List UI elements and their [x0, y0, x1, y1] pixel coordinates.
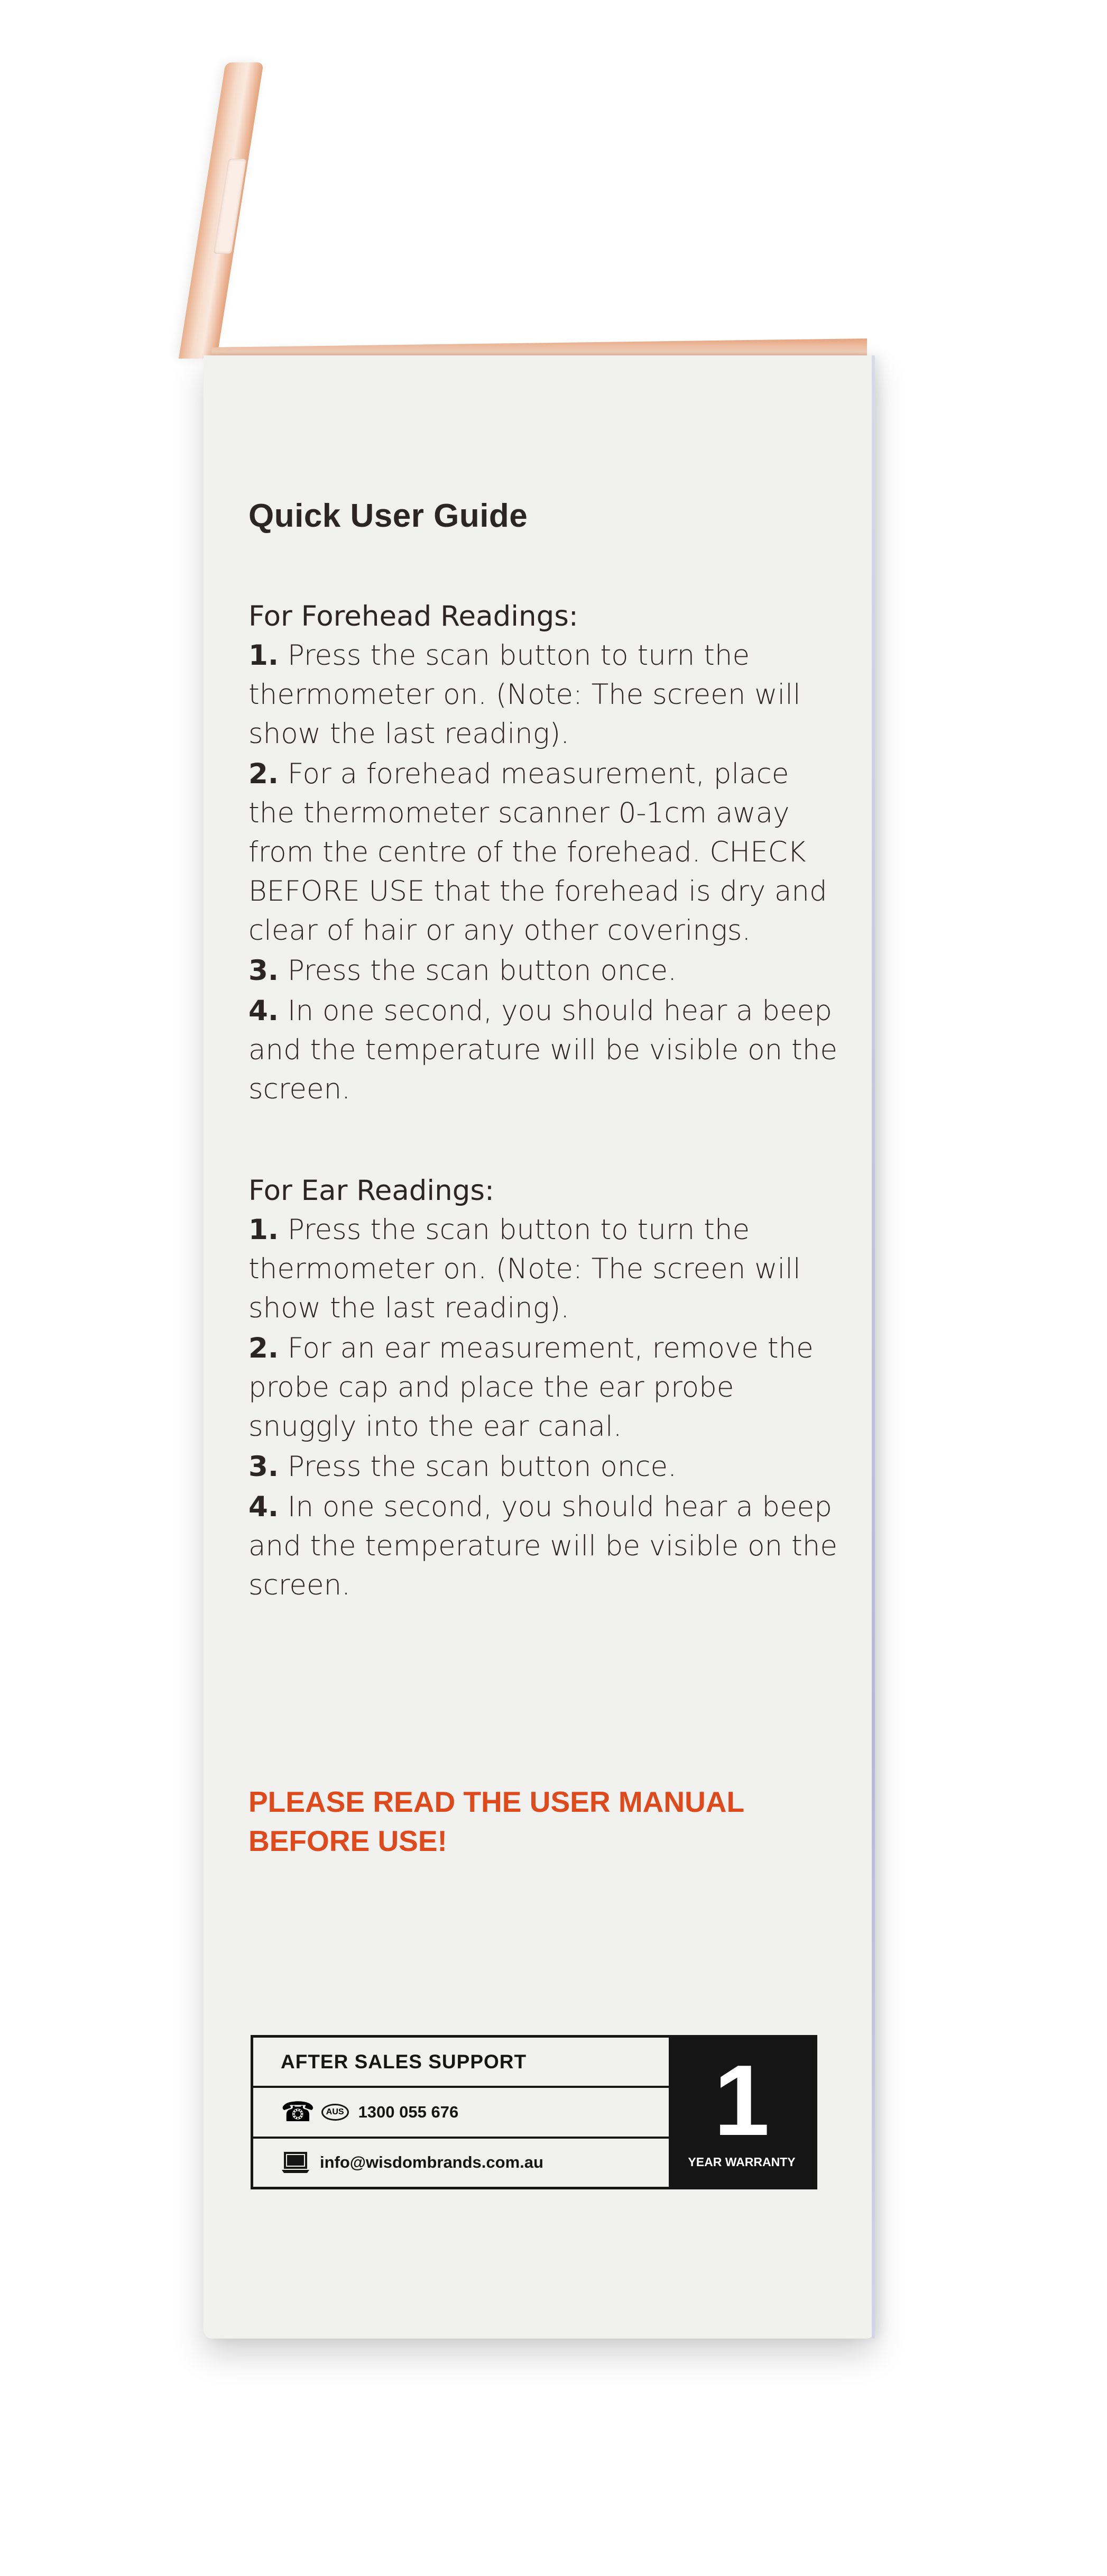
support-info	[253, 2038, 669, 2187]
warranty-badge	[669, 2038, 815, 2187]
step-text: Press the scan button once.	[287, 1451, 677, 1483]
step-number: 4.	[248, 1491, 279, 1523]
step-number: 1.	[248, 1214, 279, 1246]
forehead-step	[248, 636, 841, 754]
step-number: 1.	[248, 639, 279, 672]
warranty-label: YEAR WARRANTY	[688, 2155, 796, 2169]
quick-guide	[248, 497, 841, 1667]
step-number: 2.	[248, 758, 279, 790]
step-text: For an ear measurement, remove the probe cap and place the ear probe snuggly into the ear canal.	[248, 1332, 814, 1443]
forehead-section	[248, 597, 841, 1109]
ear-section	[248, 1171, 841, 1605]
step-number: 2.	[248, 1332, 279, 1364]
step-text: Press the scan button to turn the thermometer on. (Note: The screen will show the last reading).	[248, 639, 801, 750]
ear-step	[248, 1447, 841, 1487]
step-text: In one second, you should hear a beep and the temperature will be visible on the screen.	[248, 1491, 837, 1601]
support-phone-row	[253, 2088, 669, 2138]
support-heading-row	[253, 2038, 669, 2088]
laptop-icon	[281, 2151, 310, 2174]
support-heading: AFTER SALES SUPPORT	[281, 2050, 527, 2073]
ear-heading: For Ear Readings:	[248, 1175, 494, 1207]
step-text: Press the scan button once.	[287, 955, 677, 987]
step-number: 3.	[248, 1451, 279, 1483]
support-email-row	[253, 2139, 669, 2187]
guide-title: Quick User Guide	[248, 498, 528, 534]
read-manual-warning	[248, 1782, 841, 1860]
support-phone: 1300 055 676	[358, 2102, 459, 2121]
ear-step	[248, 1211, 841, 1328]
telephone-icon: ☎	[281, 2096, 315, 2128]
forehead-step	[248, 992, 841, 1109]
step-number: 3.	[248, 955, 279, 987]
forehead-heading: For Forehead Readings:	[248, 600, 578, 632]
ear-step	[248, 1488, 841, 1605]
support-email: info@wisdombrands.com.au	[320, 2153, 543, 2172]
step-text: For a forehead measurement, place the thermometer scanner 0-1cm away from the centre of the forehead. CHECK BEFORE USE that the forehead is dry and clear of hair or any other coverings.	[248, 758, 827, 947]
forehead-step	[248, 951, 841, 991]
after-sales-support-box	[251, 2035, 817, 2189]
step-text: Press the scan button to turn the thermometer on. (Note: The screen will show the last reading).	[248, 1214, 801, 1324]
warranty-number: 1	[714, 2044, 770, 2157]
step-text: In one second, you should hear a beep and the temperature will be visible on the screen.	[248, 995, 837, 1105]
aus-badge: AUS	[321, 2104, 349, 2121]
ear-step	[248, 1329, 841, 1446]
step-number: 4.	[248, 995, 279, 1027]
warning-line: BEFORE USE!	[248, 1825, 447, 1857]
forehead-step	[248, 755, 841, 950]
warning-line: PLEASE READ THE USER MANUAL	[248, 1785, 745, 1818]
